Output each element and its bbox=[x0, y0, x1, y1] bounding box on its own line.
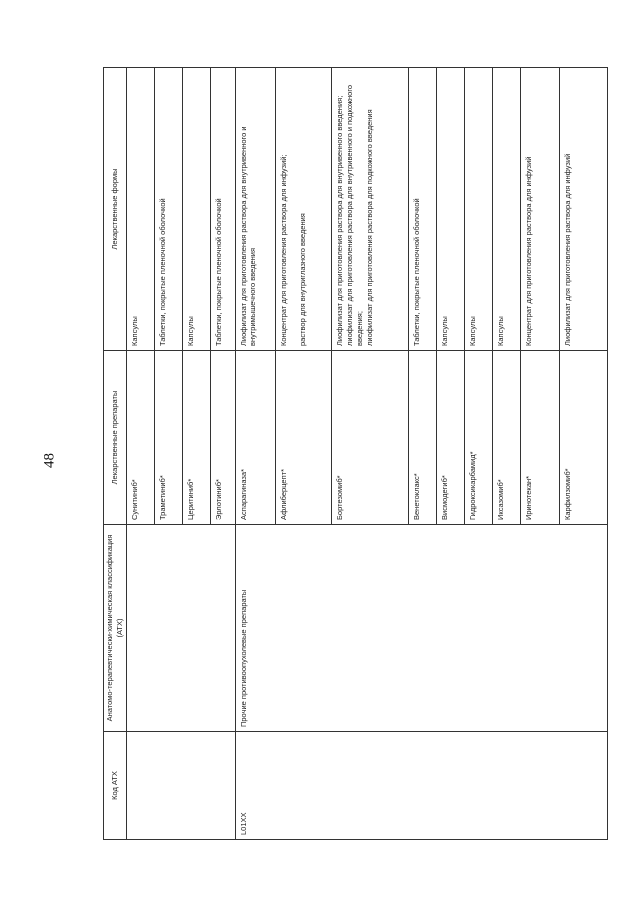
header-code: Код АТХ bbox=[104, 732, 127, 840]
form-line: Капсулы bbox=[186, 316, 196, 346]
cell-drug: Карфилзомиб* bbox=[559, 351, 607, 525]
form-line: Таблетки, покрытые пленочной оболочкой bbox=[157, 198, 167, 346]
cell-forms bbox=[493, 68, 521, 351]
form-line: Концентрат для приготовления раствора для инфузий; bbox=[278, 154, 288, 346]
cell-classification: Прочие противоопухолевые препараты bbox=[235, 525, 608, 732]
cell-forms bbox=[126, 68, 154, 351]
form-line: Таблетки, покрытые пленочной оболочкой bbox=[411, 198, 421, 346]
cell-drug: Афлиберцепт* bbox=[275, 351, 331, 525]
cell-forms bbox=[521, 68, 559, 351]
cell-forms bbox=[436, 68, 464, 351]
cell-drug: Траметиниб* bbox=[154, 351, 182, 525]
table-row bbox=[235, 68, 275, 840]
cell-code bbox=[126, 732, 235, 840]
cell-drug: Гидроксикарбамид* bbox=[465, 351, 493, 525]
table-row bbox=[126, 68, 154, 840]
cell-drug: Иксазомиб* bbox=[493, 351, 521, 525]
form-line: раствор для внутриглазного введения bbox=[297, 213, 307, 346]
table-header-row bbox=[104, 68, 127, 840]
cell-forms bbox=[465, 68, 493, 351]
form-line: Капсулы bbox=[129, 316, 139, 346]
table-area bbox=[103, 68, 608, 840]
form-line: лиофилизат для приготовления раствора для внутривенного и подкожного введения; bbox=[345, 84, 364, 346]
drug-table bbox=[103, 67, 608, 840]
cell-drug: Иринотекан* bbox=[521, 351, 559, 525]
cell-drug: Сунитиниб* bbox=[126, 351, 154, 525]
cell-forms bbox=[183, 68, 211, 351]
cell-forms bbox=[154, 68, 182, 351]
cell-drug: Эрлотиниб* bbox=[211, 351, 235, 525]
cell-drug: Аспарагиназа* bbox=[235, 351, 275, 525]
header-classification: Анатомо-терапевтически-химическая классификация (АТХ) bbox=[104, 525, 127, 732]
cell-drug: Висмодегиб* bbox=[436, 351, 464, 525]
cell-forms bbox=[559, 68, 607, 351]
cell-drug: Бортезомиб* bbox=[332, 351, 409, 525]
form-line: Лиофилизат для приготовления раствора для внутривенного и внутримышечного введения bbox=[238, 126, 258, 346]
cell-code: L01XX bbox=[235, 732, 608, 840]
form-line: Капсулы bbox=[468, 316, 478, 346]
cell-classification bbox=[126, 525, 235, 732]
cell-forms bbox=[211, 68, 235, 351]
form-spacer bbox=[289, 72, 298, 346]
form-line: Таблетки, покрытые пленочной оболочкой bbox=[214, 198, 224, 346]
form-line: Капсулы bbox=[439, 316, 449, 346]
cell-forms bbox=[235, 68, 275, 351]
form-line: лиофилизат для приготовления раствора для подкожного введения bbox=[364, 109, 374, 346]
cell-drug: Венетоклакс* bbox=[408, 351, 436, 525]
page-number: 48 bbox=[41, 453, 58, 468]
form-line: Капсулы bbox=[496, 316, 506, 346]
cell-forms bbox=[408, 68, 436, 351]
form-line: Лиофилизат для приготовления раствора для внутривенного введения; bbox=[335, 95, 345, 346]
rotated-page-content bbox=[103, 68, 608, 840]
header-forms: Лекарственные формы bbox=[104, 68, 127, 351]
cell-forms bbox=[275, 68, 331, 351]
form-line: Концентрат для приготовления раствора для инфузий bbox=[524, 156, 534, 346]
cell-drug: Церитиниб* bbox=[183, 351, 211, 525]
form-line: Лиофилизат для приготовления раствора для инфузий bbox=[562, 153, 572, 346]
cell-forms bbox=[332, 68, 409, 351]
header-drugs: Лекарственные препараты bbox=[104, 351, 127, 525]
